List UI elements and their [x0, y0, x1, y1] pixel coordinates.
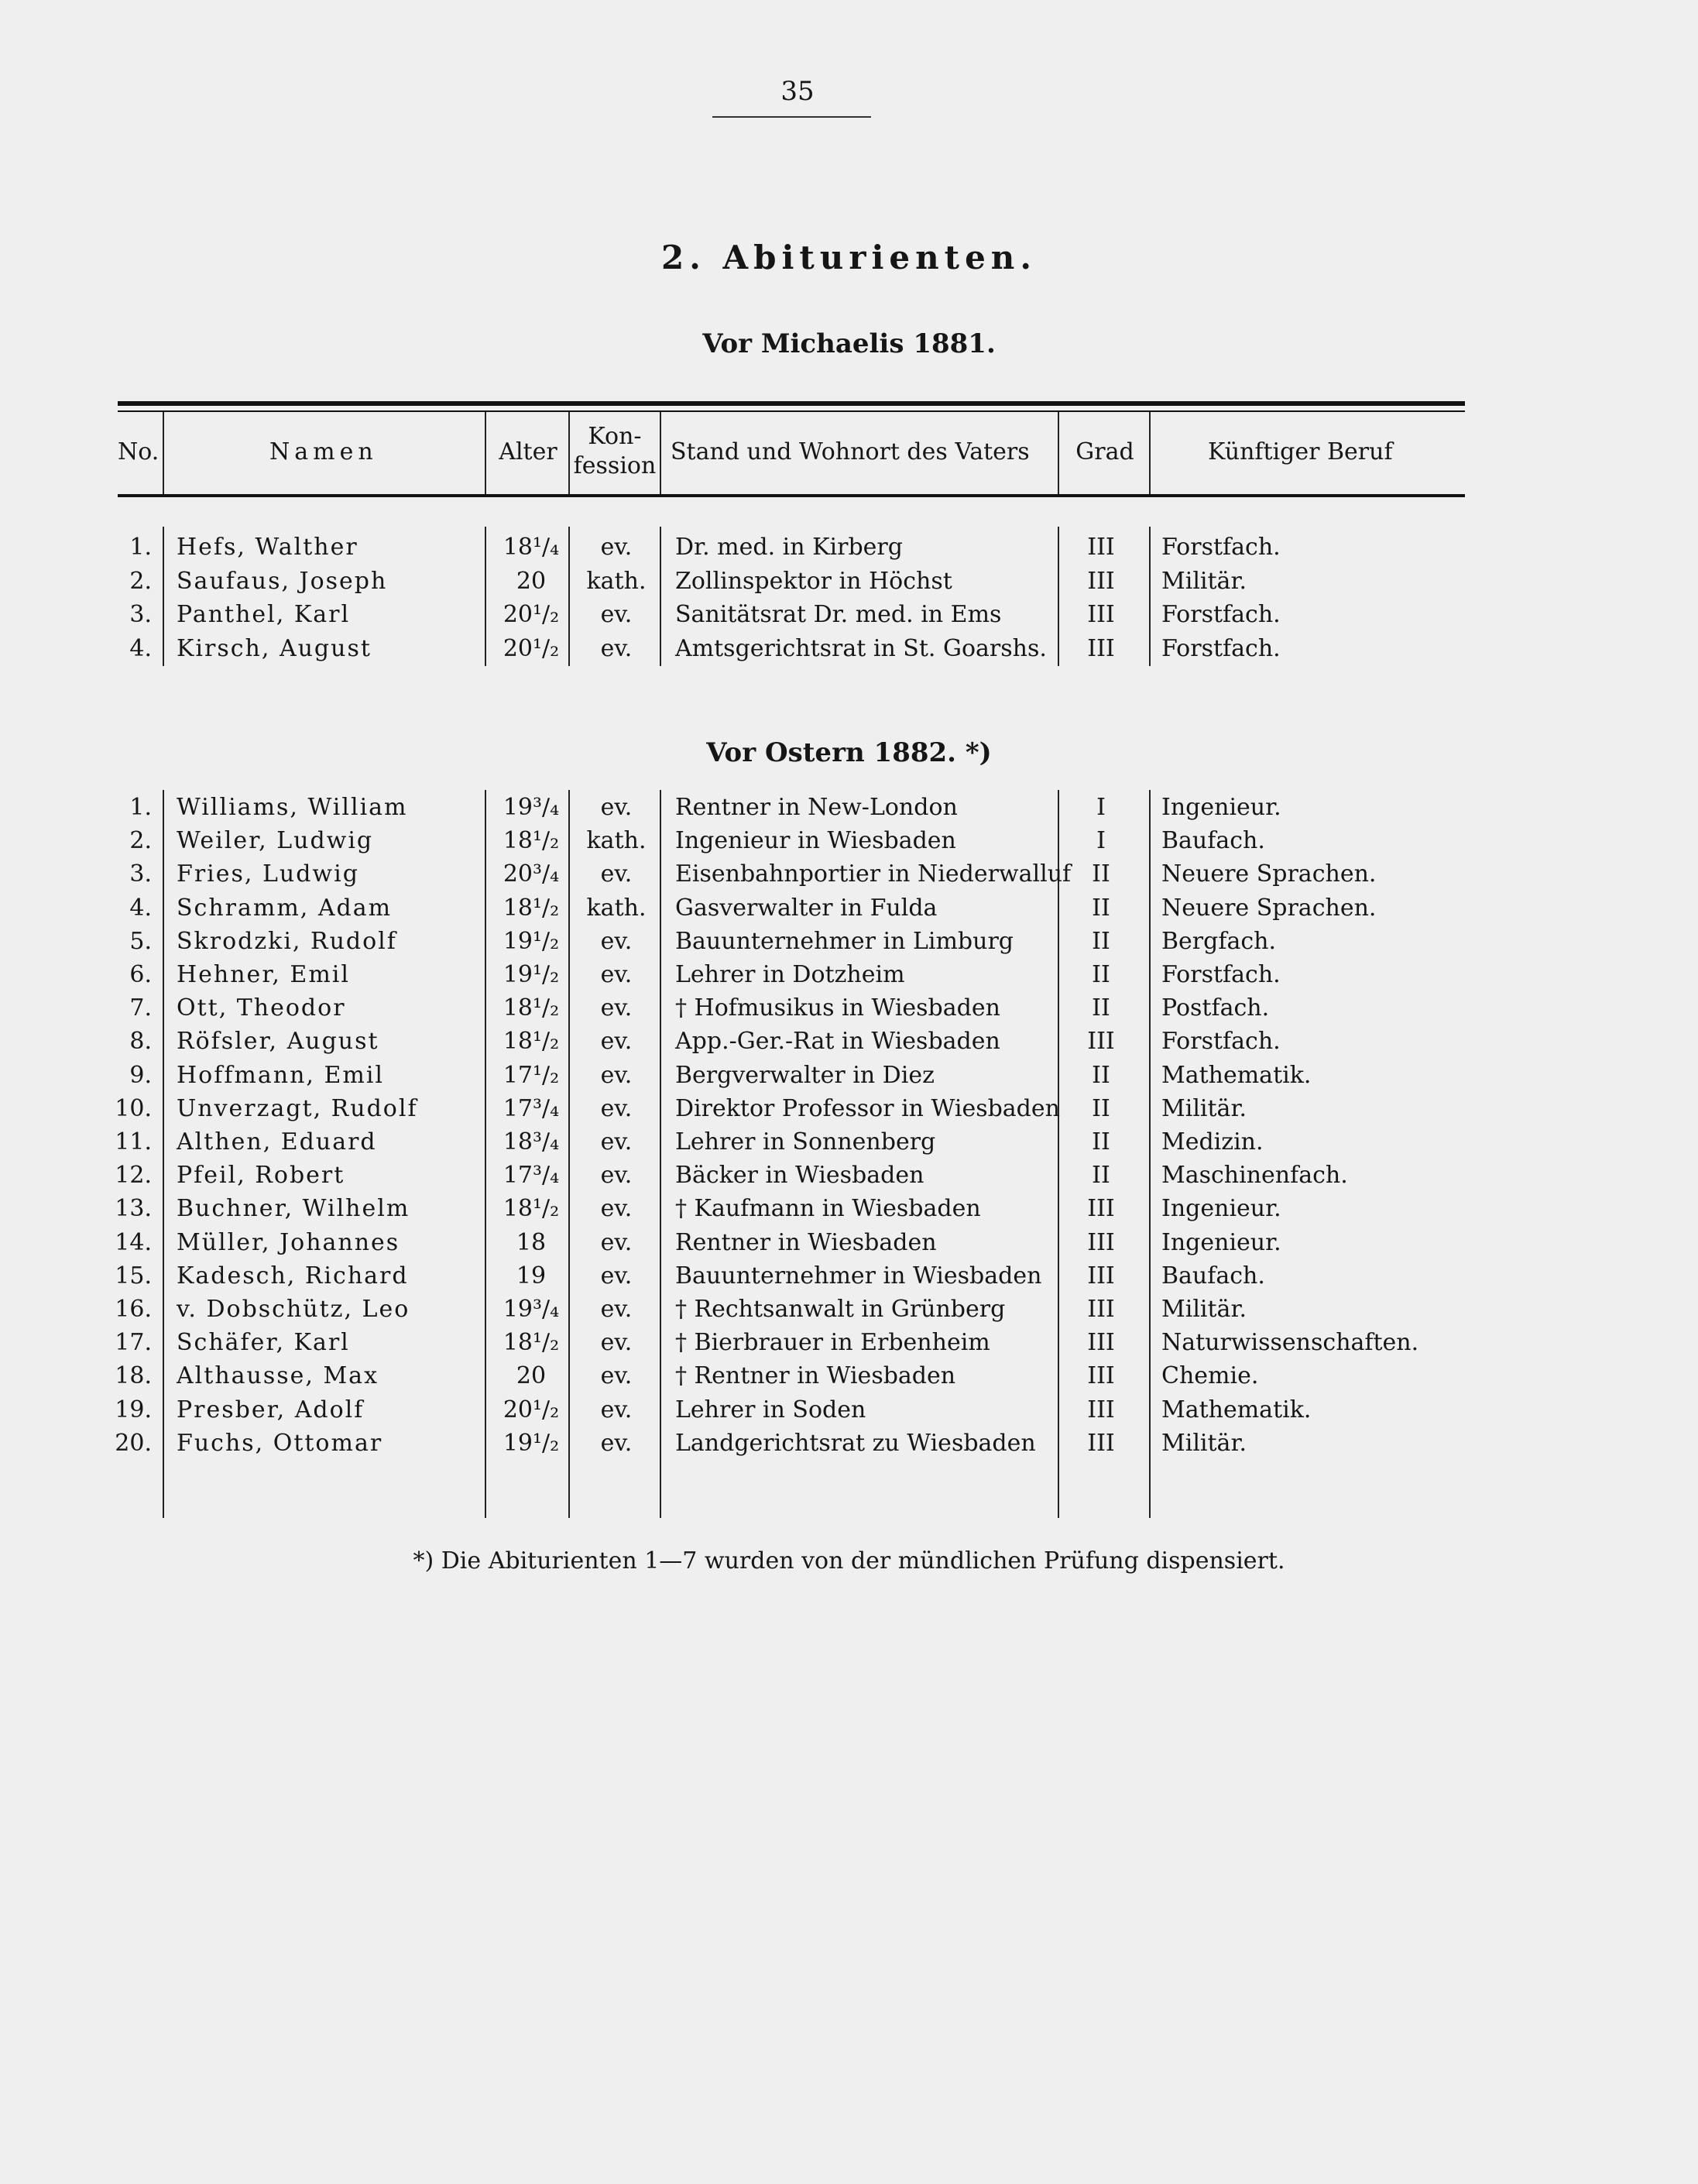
row-stand: Landgerichtsrat zu Wiesbaden [675, 1429, 1036, 1457]
row-alter: 19³/₄ [503, 794, 560, 821]
row-number: 1. [129, 794, 152, 821]
row-grad: III [1087, 601, 1115, 628]
table-row [0, 1427, 1698, 1460]
group-title-ostern: Vor Ostern 1882. *) [706, 737, 992, 768]
row-number: 7. [129, 994, 152, 1022]
row-alter: 18¹/₂ [503, 1329, 560, 1357]
row-konfession: ev. [600, 961, 633, 988]
row-name: Kadesch, Richard [177, 1262, 409, 1289]
row-konfession: ev. [600, 1362, 633, 1390]
header-beruf: Künftiger Beruf [1208, 438, 1393, 465]
row-stand: Gasverwalter in Fulda [675, 894, 938, 922]
row-beruf: Mathematik. [1161, 1061, 1312, 1089]
row-konfession: ev. [600, 1028, 633, 1056]
row-grad: III [1087, 1329, 1115, 1357]
table-top-rule-thin [118, 410, 1465, 412]
row-number: 14. [115, 1228, 152, 1256]
row-stand: App.-Ger.-Rat in Wiesbaden [675, 1028, 1000, 1056]
row-konfession: ev. [600, 1128, 633, 1156]
row-beruf: Forstfach. [1161, 601, 1281, 628]
row-name: Althen, Eduard [177, 1128, 377, 1156]
row-name: Hehner, Emil [177, 961, 350, 988]
row-stand: † Rechtsanwalt in Grünberg [675, 1296, 1006, 1323]
row-alter: 18¹/₂ [503, 994, 560, 1022]
row-number: 4. [129, 634, 152, 662]
row-beruf: Maschinenfach. [1161, 1162, 1348, 1190]
row-number: 20. [115, 1429, 152, 1457]
row-number: 3. [129, 601, 152, 628]
row-name: Schäfer, Karl [177, 1329, 350, 1357]
row-number: 13. [115, 1195, 152, 1223]
row-beruf: Neuere Sprachen. [1161, 860, 1377, 888]
row-number: 9. [129, 1061, 152, 1089]
row-alter: 19³/₄ [503, 1296, 560, 1323]
row-name: Hefs, Walther [177, 534, 358, 561]
table-row [0, 892, 1698, 925]
row-konfession: ev. [600, 634, 633, 662]
table-row [0, 825, 1698, 857]
row-beruf: Forstfach. [1161, 534, 1281, 561]
row-stand: † Hofmusikus in Wiesbaden [675, 994, 1000, 1022]
row-grad: III [1087, 1228, 1115, 1256]
row-beruf: Neuere Sprachen. [1161, 894, 1377, 922]
row-name: Buchner, Wilhelm [177, 1195, 410, 1223]
row-stand: † Bierbrauer in Erbenheim [675, 1329, 990, 1357]
row-grad: II [1092, 1094, 1110, 1122]
row-konfession: kath. [586, 827, 647, 855]
row-number: 19. [115, 1396, 152, 1423]
row-konfession: ev. [600, 1094, 633, 1122]
row-konfession: ev. [600, 601, 633, 628]
row-stand: Bergverwalter in Diez [675, 1061, 935, 1089]
table-row [0, 1327, 1698, 1359]
row-grad: II [1092, 961, 1110, 988]
row-number: 17. [115, 1329, 152, 1357]
row-alter: 18¹/₂ [503, 1028, 560, 1056]
row-beruf: Forstfach. [1161, 634, 1281, 662]
row-konfession: ev. [600, 1262, 633, 1289]
group-title-michaelis: Vor Michaelis 1881. [702, 328, 996, 359]
row-alter: 19¹/₂ [503, 1429, 560, 1457]
row-stand: Amtsgerichtsrat in St. Goarshs. [675, 634, 1047, 662]
row-beruf: Bergfach. [1161, 927, 1276, 955]
row-alter: 20 [516, 567, 547, 595]
column-divider [485, 412, 486, 494]
row-konfession: kath. [586, 567, 647, 595]
row-number: 11. [115, 1128, 152, 1156]
table-row [0, 1193, 1698, 1225]
row-number: 6. [129, 961, 152, 988]
row-number: 10. [115, 1094, 152, 1122]
row-beruf: Forstfach. [1161, 1028, 1281, 1056]
column-divider [1149, 412, 1151, 494]
row-name: Althausse, Max [177, 1362, 379, 1390]
row-stand: Lehrer in Dotzheim [675, 961, 905, 988]
row-konfession: ev. [600, 927, 633, 955]
row-name: Fries, Ludwig [177, 860, 359, 888]
row-name: Panthel, Karl [177, 601, 351, 628]
row-stand: Dr. med. in Kirberg [675, 534, 903, 561]
row-konfession: ev. [600, 1061, 633, 1089]
row-alter: 20³/₄ [503, 860, 560, 888]
table-row [0, 959, 1698, 991]
row-grad: III [1087, 1028, 1115, 1056]
row-konfession: ev. [600, 1296, 633, 1323]
section-title: 2. Abiturienten. [661, 239, 1037, 276]
column-divider [163, 412, 164, 494]
table-row [0, 792, 1698, 824]
row-konfession: ev. [600, 534, 633, 561]
row-stand: Bäcker in Wiesbaden [675, 1162, 924, 1190]
row-number: 3. [129, 860, 152, 888]
row-stand: Sanitätsrat Dr. med. in Ems [675, 601, 1002, 628]
row-name: Weiler, Ludwig [177, 827, 374, 855]
row-stand: Eisenbahnportier in Niederwalluf [675, 860, 1072, 888]
row-beruf: Ingenieur. [1161, 1228, 1281, 1256]
row-stand: † Rentner in Wiesbaden [675, 1362, 956, 1390]
row-grad: III [1087, 534, 1115, 561]
row-beruf: Militär. [1161, 1429, 1247, 1457]
row-alter: 18¹/₂ [503, 1195, 560, 1223]
table-row [0, 1394, 1698, 1427]
row-beruf: Forstfach. [1161, 961, 1281, 988]
row-konfession: ev. [600, 1162, 633, 1190]
row-number: 5. [129, 927, 152, 955]
header-konfession-1: Kon- [588, 423, 642, 450]
row-beruf: Mathematik. [1161, 1396, 1312, 1423]
header-alter: Alter [499, 438, 557, 465]
column-divider [1058, 412, 1059, 494]
row-alter: 18³/₄ [503, 1128, 560, 1156]
row-stand: Bauunternehmer in Wiesbaden [675, 1262, 1042, 1289]
row-grad: II [1092, 894, 1110, 922]
row-beruf: Ingenieur. [1161, 794, 1281, 821]
table-header-rule [118, 494, 1465, 497]
row-name: Fuchs, Ottomar [177, 1429, 383, 1457]
row-alter: 20¹/₂ [503, 634, 560, 662]
row-grad: III [1087, 1296, 1115, 1323]
row-grad: III [1087, 1429, 1115, 1457]
row-beruf: Militär. [1161, 1296, 1247, 1323]
row-konfession: ev. [600, 1195, 633, 1223]
table-row [0, 1260, 1698, 1293]
row-name: Pfeil, Robert [177, 1162, 345, 1190]
row-grad: II [1092, 927, 1110, 955]
row-stand: Lehrer in Soden [675, 1396, 866, 1423]
table-row [0, 1227, 1698, 1259]
header-stand: Stand und Wohnort des Vaters [671, 438, 1030, 465]
row-stand: Rentner in Wiesbaden [675, 1228, 937, 1256]
row-grad: III [1087, 1262, 1115, 1289]
row-number: 2. [129, 567, 152, 595]
page-number-rule [712, 116, 871, 118]
row-grad: III [1087, 1195, 1115, 1223]
row-name: Hoffmann, Emil [177, 1061, 385, 1089]
row-alter: 18¹/₂ [503, 827, 560, 855]
row-beruf: Postfach. [1161, 994, 1270, 1022]
table-row [0, 1293, 1698, 1326]
row-name: Unverzagt, Rudolf [177, 1094, 418, 1122]
row-stand: Direktor Professor in Wiesbaden [675, 1094, 1060, 1122]
row-grad: III [1087, 567, 1115, 595]
row-konfession: ev. [600, 994, 633, 1022]
row-grad: III [1087, 1362, 1115, 1390]
row-name: Röfsler, August [177, 1028, 379, 1056]
row-grad: II [1092, 994, 1110, 1022]
row-name: Schramm, Adam [177, 894, 393, 922]
row-alter: 19 [516, 1262, 547, 1289]
row-konfession: ev. [600, 1429, 633, 1457]
row-alter: 20¹/₂ [503, 1396, 560, 1423]
row-grad: II [1092, 1162, 1110, 1190]
row-beruf: Chemie. [1161, 1362, 1259, 1390]
table-row [0, 1159, 1698, 1192]
header-no: No. [118, 438, 160, 465]
table-row [0, 1093, 1698, 1125]
row-number: 1. [129, 534, 152, 561]
row-alter: 18 [516, 1228, 547, 1256]
row-beruf: Naturwissenschaften. [1161, 1329, 1419, 1357]
row-number: 12. [115, 1162, 152, 1190]
row-name: Skrodzki, Rudolf [177, 927, 397, 955]
row-stand: Lehrer in Sonnenberg [675, 1128, 936, 1156]
row-beruf: Medizin. [1161, 1128, 1264, 1156]
row-alter: 17³/₄ [503, 1162, 560, 1190]
table-row [0, 633, 1698, 665]
table-top-rule [118, 401, 1465, 406]
row-konfession: kath. [586, 894, 647, 922]
row-alter: 18¹/₂ [503, 894, 560, 922]
row-name: Saufaus, Joseph [177, 567, 388, 595]
header-grad: Grad [1075, 438, 1134, 465]
row-stand: † Kaufmann in Wiesbaden [675, 1195, 981, 1223]
table-row [0, 1059, 1698, 1092]
row-beruf: Baufach. [1161, 827, 1265, 855]
row-grad: I [1096, 794, 1106, 821]
column-divider [568, 412, 570, 494]
row-stand: Rentner in New-London [675, 794, 958, 821]
table-row [0, 992, 1698, 1025]
table-row [0, 1025, 1698, 1058]
row-konfession: ev. [600, 1329, 633, 1357]
row-konfession: ev. [600, 794, 633, 821]
table-row [0, 1126, 1698, 1159]
row-beruf: Militär. [1161, 1094, 1247, 1122]
row-alter: 17³/₄ [503, 1094, 560, 1122]
row-stand: Bauunternehmer in Limburg [675, 927, 1014, 955]
table-row [0, 858, 1698, 891]
row-grad: I [1096, 827, 1106, 855]
row-name: Müller, Johannes [177, 1228, 400, 1256]
table-row [0, 925, 1698, 958]
footnote: *) Die Abiturienten 1—7 wurden von der mündlichen Prüfung dispensiert. [413, 1547, 1285, 1574]
row-alter: 17¹/₂ [503, 1061, 560, 1089]
header-konfession-2: fession [573, 452, 657, 479]
row-number: 2. [129, 827, 152, 855]
row-name: Kirsch, August [177, 634, 372, 662]
row-konfession: ev. [600, 1396, 633, 1423]
row-grad: II [1092, 1128, 1110, 1156]
row-number: 16. [115, 1296, 152, 1323]
header-namen: Namen [269, 438, 378, 465]
row-alter: 20¹/₂ [503, 601, 560, 628]
row-konfession: ev. [600, 860, 633, 888]
row-grad: III [1087, 1396, 1115, 1423]
row-name: Presber, Adolf [177, 1396, 365, 1423]
row-number: 18. [115, 1362, 152, 1390]
row-name: Williams, William [177, 794, 408, 821]
row-konfession: ev. [600, 1228, 633, 1256]
row-alter: 19¹/₂ [503, 927, 560, 955]
row-alter: 19¹/₂ [503, 961, 560, 988]
row-beruf: Ingenieur. [1161, 1195, 1281, 1223]
row-name: Ott, Theodor [177, 994, 346, 1022]
row-number: 8. [129, 1028, 152, 1056]
row-number: 4. [129, 894, 152, 922]
table-row [0, 531, 1698, 564]
table-row [0, 1360, 1698, 1392]
row-alter: 18¹/₄ [503, 534, 560, 561]
page-number: 35 [780, 76, 815, 107]
row-beruf: Baufach. [1161, 1262, 1265, 1289]
row-alter: 20 [516, 1362, 547, 1390]
row-number: 15. [115, 1262, 152, 1289]
column-divider [660, 412, 661, 494]
table-row [0, 599, 1698, 631]
row-grad: II [1092, 1061, 1110, 1089]
row-grad: II [1092, 860, 1110, 888]
row-stand: Ingenieur in Wiesbaden [675, 827, 956, 855]
row-stand: Zollinspektor in Höchst [675, 567, 952, 595]
table-row [0, 565, 1698, 598]
row-name: v. Dobschütz, Leo [177, 1296, 410, 1323]
row-grad: III [1087, 634, 1115, 662]
row-beruf: Militär. [1161, 567, 1247, 595]
